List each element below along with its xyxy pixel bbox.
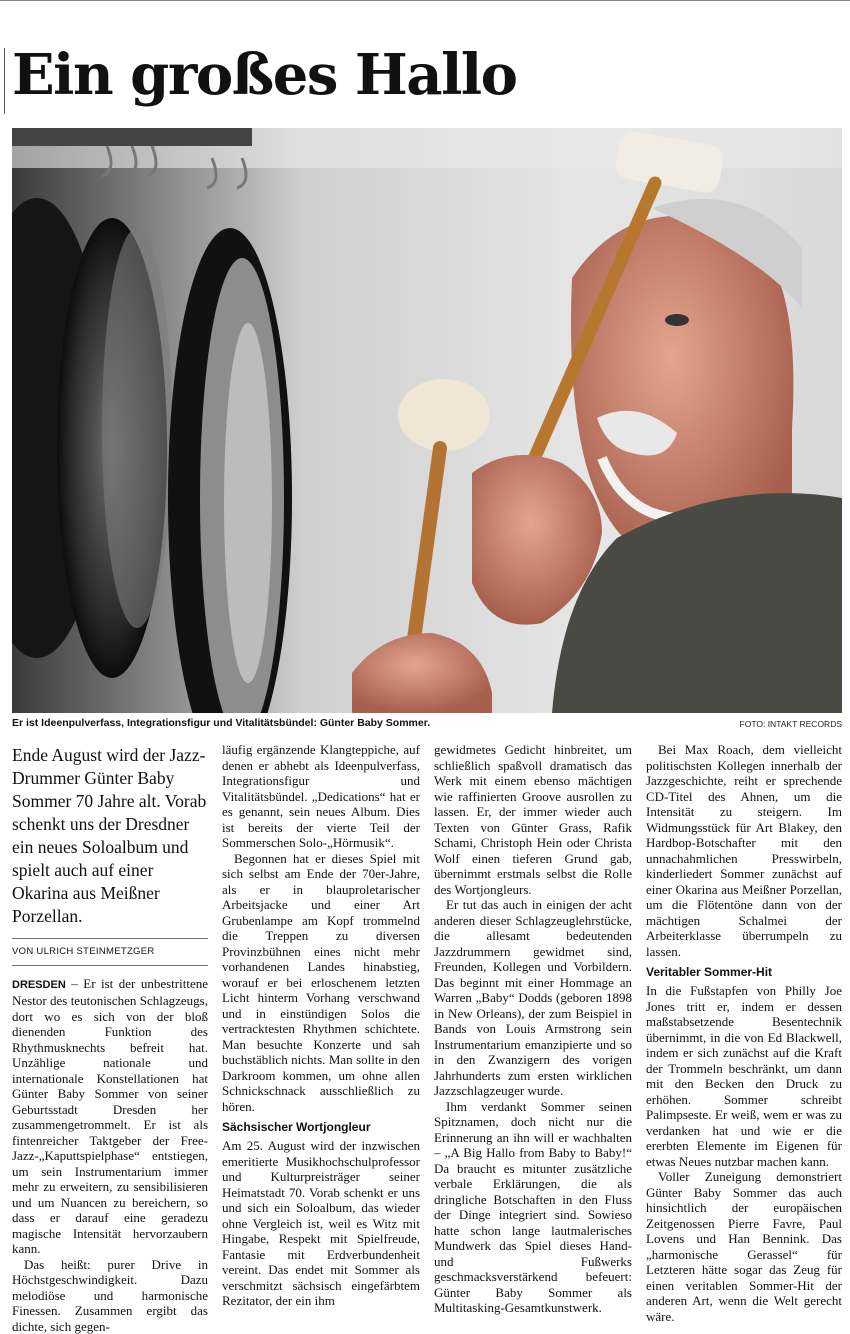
article-photo (12, 128, 842, 713)
paragraph: Voller Zuneigung demonstriert Günter Baby Sommer das auch hinsichtlich der europäischen Zeitgenossen Pierre Favre, Paul Lovens und Han Bennink. Das „harmonische Gerassel“ für Letzteren hätte sogar das Zeug für einen veritablen Sommer-Hit der anderen Art, wenn die Welt gerecht wäre. (646, 1169, 842, 1324)
top-rule (0, 0, 850, 1)
subheading: Veritabler Sommer-Hit (646, 964, 842, 980)
paragraph: Bei Max Roach, dem vielleicht politischsten Kollegen innerhalb der Jazzgeschichte, reiht er sprechende CD-Titel des Ahnen, um die Intensität zu steigern. Im Widmungsstück für Art Blakey, den Hardbop-Botschafter mit den unnachahmlichen Presswirbeln, kinderliedert Sommer zunächst auf einer Okarina aus Meißner Porzellan, um die Flötentöne dann von der mächtigen Schalmei der Arbeiterklasse überrumpeln zu lassen. (646, 742, 842, 959)
column-2 (222, 742, 420, 1309)
column-4 (646, 742, 842, 1324)
lead-text: Ende August wird der Jazz-Drummer Günter Baby Sommer 70 Jahre alt. Vorab schenkt uns der Dresdner ein neues Soloalbum und spielt auch auf einer Okarina aus Meißner Porzellan. (12, 744, 208, 928)
column-1 (12, 742, 208, 1334)
paragraph: Das heißt: purer Drive in Höchstgeschwindigkeit. Dazu melodiöse und harmonische Finessen. Zusammen ergibt das dichte, sich gegen- (12, 1257, 208, 1334)
paragraph: In die Fußstapfen von Philly Joe Jones tritt er, indem er dessen maßstabsetzende Besentechnik übernimmt, in die von Ed Blackwell, indem er sich zunächst auf die Kraft der Trommeln beschränkt, um dann mit den Becken den Druck zu erhöhen. Sommer schreibt Palimpseste. Er weiß, wem er was zu verdanken hat und wie er die ererbten Elemente im Eigenen für etwas Neues nutzbar machen kann. (646, 983, 842, 1169)
subheading: Sächsischer Wortjongleur (222, 1119, 420, 1135)
photo-caption: Er ist Ideenpulverfass, Integrationsfigur und Vitalitätsbündel: Günter Baby Sommer. (12, 717, 430, 729)
column-3 (434, 742, 632, 1316)
paragraph: läufig ergänzende Klangteppiche, auf denen er abhebt als Ideenpulverfass, Integrationsfigur und Vitalitätsbündel. „Dedications“ hat er es genannt, sein neues Album. Dies ist bereits der vierte Teil der Sommerschen Solo-„Hörmusik“. (222, 742, 420, 851)
headline: Ein großes Hallo (12, 40, 516, 110)
paragraph: gewidmetes Gedicht hinbreitet, um schließlich spaßvoll dramatisch das Werk mit einem ebenso mächtigen wie raffinierten Groove ausrollen zu lassen. Er, der immer wieder auch Texten von Günter Grass, Rafik Schami, Christoph Hein oder Christa Wolf einen tieferen Grund gab, übernimmt erstmals selbst die Rolle des Wortjongleurs. (434, 742, 632, 897)
paragraph: Er tut das auch in einigen der acht anderen dieser Schlagzeuglehrstücke, die allesamt bedeutenden Jazzdrummern gewidmet sind, Freunden, Kollegen und Vorbildern. Das beginnt mit einer Hommage an Warren „Baby“ Dodds (geboren 1898 in New Orleans), der zum Beispiel in Bands von Louis Armstrong sein Instrumentarium emanzipierte und so in den Zwanzigern des vorigen Jahrhunderts zum ersten wirklichen Jazzschlagzeuger wurde. (434, 897, 632, 1099)
paragraph: Am 25. August wird der inzwischen emeritierte Musikhochschulprofessor und Kulturpreisträger seiner Heimatstadt 70. Vorab schenkt er uns und sich ein Soloalbum, das wieder ohne Vergleich ist, weil es Witz mit Hingabe, Respekt mit Spielfreude, Fantasie mit Erdverbundenheit vereint. Das endet mit Sommer als verschmitzt sächsisch eingefärbtem Rezitator, der ein ihm (222, 1138, 420, 1309)
paragraph: Ihm verdankt Sommer seinen Spitznamen, doch nicht nur die Erinnerung an ihn will er wachhalten – „A Big Hallo from Baby to Baby!“ Da braucht es mitunter zusätzliche verbale Erklärungen, die als dringliche Botschaften in den Fluss der Dinge integriert sind. Sowieso hatte schon lange lautmalerisches Mundwerk das Spiel dieses Hand- und Fußwerks geschmacksverstärkend befeuert: Günter Baby Sommer als Multitasking-Gesamtkunstwerk. (434, 1099, 632, 1316)
paragraph (12, 976, 208, 1257)
byline: VON ULRICH STEINMETZGER (12, 938, 208, 966)
photo-credit: FOTO: INTAKT RECORDS (740, 719, 842, 729)
headline-rule (4, 48, 5, 114)
dateline: DRESDEN (12, 979, 66, 991)
paragraph: Begonnen hat er dieses Spiel mit sich selbst am Ende der 70er-Jahre, als er in blauproletarischer Arbeitsjacke und einer Art Grubenlampe am Kopf trommelnd die Treppen zu diversen Provinzbühnen eines nicht mehr vorhandenen Landes hinabstieg, worauf er bei erloschenem letzten Licht hinterm Vorhang verschwand und in einstündigen Solos die vertracktesten Rhythmen schichtete. Man besuchte Konzerte und sah buchstäblich nichts. Man sollte in den Darkroom kommen, um ohne allen Schnickschnack ausschließlich zu hören. (222, 851, 420, 1115)
paragraph-text: – Er ist der unbestrittene Nestor des teutonischen Schlagzeugs, dort wo es sich von der bloß dienenden Funktion des Rhythmusknechts befreit hat. Unzählige nationale und internationale Konstellationen hat Günter Baby Sommer von seiner Geburtsstadt Dresden her zusammengetrommelt. Er ist als fintenreicher Taktgeber der Free-Jazz-„Kaputtspielphase“ entstiegen, um sein Instrumentarium immer mehr zu erweitern, zu sensibilisieren und um Nuancen zu bereichern, so dass er darauf eine geradezu magische Intensität hervorzaubern kann. (12, 976, 208, 1257)
